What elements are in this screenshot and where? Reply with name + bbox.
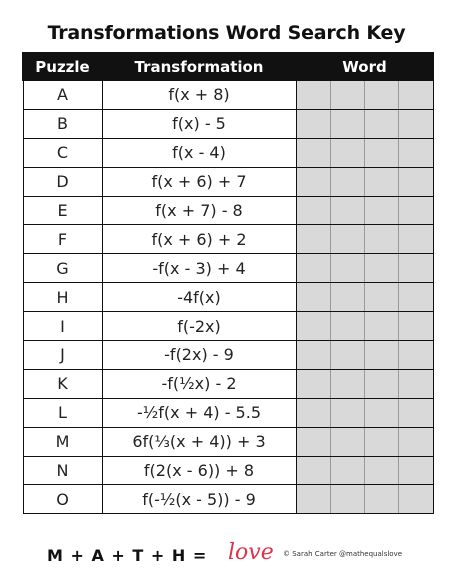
word-answer-cell[interactable]	[296, 456, 433, 485]
word-letter-box[interactable]	[297, 457, 331, 485]
word-letter-box[interactable]	[365, 341, 399, 369]
word-letter-box[interactable]	[365, 197, 399, 225]
word-letter-box[interactable]	[365, 457, 399, 485]
word-answer-cell[interactable]	[296, 398, 433, 427]
word-letter-box[interactable]	[365, 225, 399, 253]
word-letter-box[interactable]	[399, 139, 432, 167]
word-letter-box[interactable]	[399, 110, 432, 138]
table-row	[23, 283, 433, 312]
word-letter-box[interactable]	[365, 81, 399, 109]
word-answer-cell[interactable]	[296, 196, 433, 225]
header-puzzle: Puzzle	[23, 53, 102, 80]
transformation-cell: f(2(x - 6)) + 8	[102, 456, 296, 485]
word-letter-box[interactable]	[297, 81, 331, 109]
puzzle-letter: N	[23, 456, 102, 485]
word-letter-box[interactable]	[331, 81, 365, 109]
puzzle-letter: D	[23, 167, 102, 196]
table-row	[23, 109, 433, 138]
love-logo: love	[228, 540, 274, 565]
word-letter-box[interactable]	[399, 370, 432, 398]
word-letter-box[interactable]	[331, 225, 365, 253]
word-letter-box[interactable]	[297, 428, 331, 456]
word-letter-box[interactable]	[331, 428, 365, 456]
transformation-cell: f(x + 7) - 8	[102, 196, 296, 225]
table-row	[23, 456, 433, 485]
table-row	[23, 398, 433, 427]
table-row	[23, 225, 433, 254]
word-answer-cell[interactable]	[296, 167, 433, 196]
word-letter-box[interactable]	[331, 139, 365, 167]
word-letter-box[interactable]	[331, 254, 365, 282]
credit-text: © Sarah Carter @mathequalslove	[283, 550, 403, 558]
word-letter-box[interactable]	[365, 485, 399, 513]
word-letter-box[interactable]	[399, 312, 432, 340]
puzzle-letter: F	[23, 225, 102, 254]
puzzle-letter: L	[23, 398, 102, 427]
word-answer-cell[interactable]	[296, 109, 433, 138]
puzzle-letter: H	[23, 283, 102, 312]
word-answer-cell[interactable]	[296, 369, 433, 398]
word-letter-box[interactable]	[365, 312, 399, 340]
transformation-cell: -4f(x)	[102, 283, 296, 312]
word-letter-box[interactable]	[365, 139, 399, 167]
word-answer-cell[interactable]	[296, 427, 433, 456]
word-letter-box[interactable]	[399, 168, 432, 196]
word-letter-box[interactable]	[297, 370, 331, 398]
word-letter-box[interactable]	[399, 485, 432, 513]
word-letter-box[interactable]	[399, 428, 432, 456]
word-answer-cell[interactable]	[296, 254, 433, 283]
word-letter-box[interactable]	[365, 428, 399, 456]
puzzle-letter: C	[23, 138, 102, 167]
word-letter-box[interactable]	[399, 81, 432, 109]
transformation-cell: f(x + 6) + 7	[102, 167, 296, 196]
table-row	[23, 80, 433, 109]
word-letter-box[interactable]	[365, 283, 399, 311]
table-row	[23, 341, 433, 370]
word-letter-box[interactable]	[297, 341, 331, 369]
footer	[0, 540, 453, 570]
word-letter-box[interactable]	[365, 110, 399, 138]
table-header-row	[23, 53, 433, 80]
word-letter-box[interactable]	[365, 370, 399, 398]
word-answer-cell[interactable]	[296, 225, 433, 254]
puzzle-letter: I	[23, 312, 102, 341]
table-row	[23, 369, 433, 398]
puzzle-letter: M	[23, 427, 102, 456]
puzzle-letter: J	[23, 341, 102, 370]
word-answer-cell[interactable]	[296, 80, 433, 109]
word-letter-box[interactable]	[399, 341, 432, 369]
word-letter-box[interactable]	[331, 312, 365, 340]
word-answer-cell[interactable]	[296, 312, 433, 341]
word-letter-box[interactable]	[297, 399, 331, 427]
word-letter-box[interactable]	[365, 254, 399, 282]
table-row	[23, 167, 433, 196]
table-row	[23, 196, 433, 225]
word-letter-box[interactable]	[399, 197, 432, 225]
puzzle-letter: A	[23, 80, 102, 109]
word-letter-box[interactable]	[297, 312, 331, 340]
header-word: Word	[296, 53, 433, 80]
transformation-cell: -½f(x + 4) - 5.5	[102, 398, 296, 427]
transformation-cell: f(x + 8)	[102, 80, 296, 109]
word-letter-box[interactable]	[297, 254, 331, 282]
word-letter-box[interactable]	[365, 399, 399, 427]
transformation-cell: 6f(⅓(x + 4)) + 3	[102, 427, 296, 456]
header-transformation: Transformation	[102, 53, 296, 80]
answer-key-table	[22, 52, 434, 514]
transformation-cell: -f(2x) - 9	[102, 341, 296, 370]
word-letter-box[interactable]	[399, 399, 432, 427]
word-letter-box[interactable]	[399, 225, 432, 253]
word-answer-cell[interactable]	[296, 283, 433, 312]
word-answer-cell[interactable]	[296, 138, 433, 167]
word-letter-box[interactable]	[331, 283, 365, 311]
word-letter-box[interactable]	[331, 197, 365, 225]
word-letter-box[interactable]	[365, 168, 399, 196]
transformation-cell: f(x) - 5	[102, 109, 296, 138]
puzzle-letter: G	[23, 254, 102, 283]
word-letter-box[interactable]	[331, 110, 365, 138]
table-row	[23, 427, 433, 456]
word-letter-box[interactable]	[297, 485, 331, 513]
word-letter-box[interactable]	[331, 399, 365, 427]
table-row	[23, 485, 433, 514]
word-answer-cell[interactable]	[296, 485, 433, 514]
puzzle-letter: O	[23, 485, 102, 514]
word-letter-box[interactable]	[297, 225, 331, 253]
word-letter-box[interactable]	[297, 139, 331, 167]
word-letter-box[interactable]	[297, 197, 331, 225]
word-letter-box[interactable]	[331, 457, 365, 485]
word-answer-cell[interactable]	[296, 341, 433, 370]
transformation-cell: f(x + 6) + 2	[102, 225, 296, 254]
word-letter-box[interactable]	[331, 341, 365, 369]
word-letter-box[interactable]	[399, 254, 432, 282]
word-letter-box[interactable]	[331, 485, 365, 513]
table-row	[23, 312, 433, 341]
word-letter-box[interactable]	[297, 283, 331, 311]
transformation-cell: f(-½(x - 5)) - 9	[102, 485, 296, 514]
page-title: Transformations Word Search Key	[47, 22, 406, 44]
word-letter-box[interactable]	[399, 283, 432, 311]
puzzle-letter: K	[23, 369, 102, 398]
word-letter-box[interactable]	[331, 370, 365, 398]
transformation-cell: f(-2x)	[102, 312, 296, 341]
table-row	[23, 254, 433, 283]
word-letter-box[interactable]	[297, 168, 331, 196]
word-letter-box[interactable]	[331, 168, 365, 196]
table-row	[23, 138, 433, 167]
word-letter-box[interactable]	[399, 457, 432, 485]
transformation-cell: -f(½x) - 2	[102, 369, 296, 398]
transformation-cell: -f(x - 3) + 4	[102, 254, 296, 283]
word-letter-box[interactable]	[297, 110, 331, 138]
transformation-cell: f(x - 4)	[102, 138, 296, 167]
math-equation: M + A + T + H =	[47, 546, 208, 565]
puzzle-letter: B	[23, 109, 102, 138]
puzzle-letter: E	[23, 196, 102, 225]
